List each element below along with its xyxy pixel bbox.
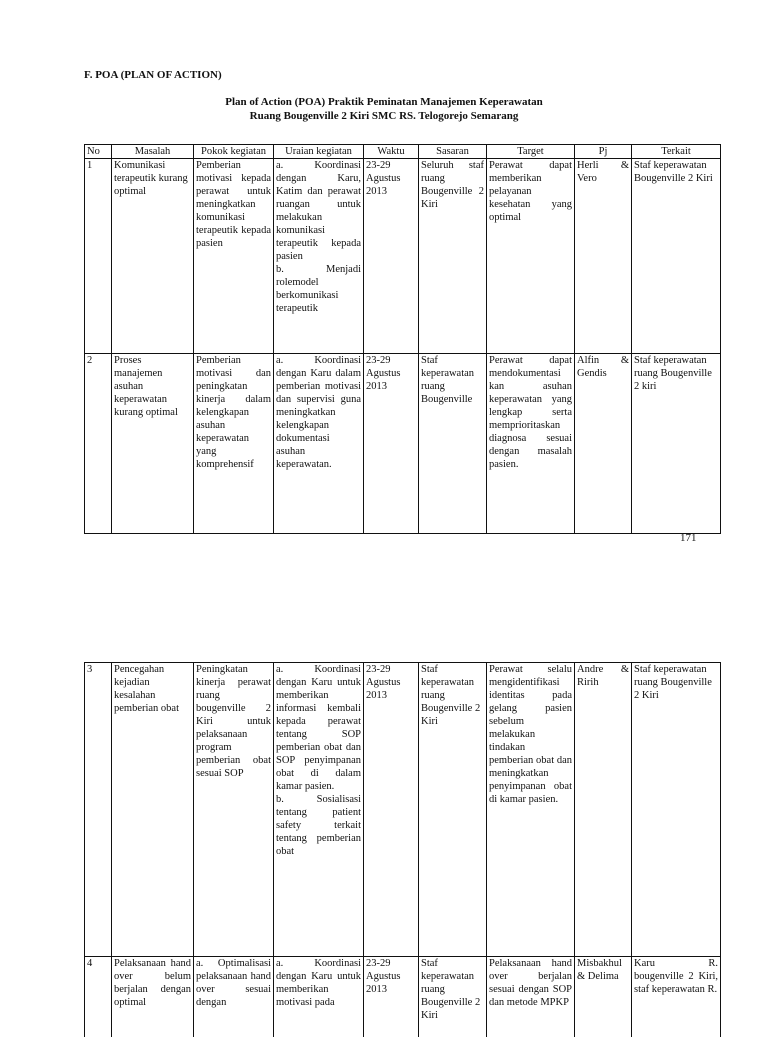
uraian-item: b. Sosialisasi tentang patient safety terkait tentang pemberian obat (276, 794, 361, 857)
row-terkait: Karu R. bougenville 2 Kiri, staf keperawatan R. (632, 957, 721, 1037)
row-target: Perawat dapat memberikan pelayanan kesehatan yang optimal (487, 159, 575, 354)
uraian-item: a. Koordinasi dengan Karu, Katim dan perawat ruangan untuk melakukan komunikasi terapeutik kepada pasien (276, 160, 361, 262)
row-waktu: 23-29 Agustus 2013 (364, 354, 419, 534)
row-pj: Andre & Ririh (575, 663, 632, 957)
row-target: Perawat dapat mendokumentasi kan asuhan keperawatan yang lengkap serta memprioritaskan diagnosa sesuai dengan masalah pasien. (487, 354, 575, 534)
row-terkait: Staf keperawatan ruang Bougenville 2 kiri (632, 354, 721, 534)
row-terkait: Staf keperawatan Bougenville 2 Kiri (632, 159, 721, 354)
row-no: 1 (85, 159, 112, 354)
row-sasaran: Staf keperawatan ruang Bougenville (419, 354, 487, 534)
row-pj: Herli & Vero (575, 159, 632, 354)
row-terkait: Staf keperawatan ruang Bougenville 2 Kiri (632, 663, 721, 957)
row-masalah: Komunikasi terapeutik kurang optimal (112, 159, 194, 354)
header-no: No (85, 145, 112, 159)
table-row (85, 354, 721, 534)
row-target: Perawat selalu mengidentifikasi identitas pada gelang pasien sebelum melakukan tindakan pemberian obat dan meningkatkan penyimpanan obat di kamar pasien. (487, 663, 575, 957)
row-pokok-kegiatan: Pemberian motivasi dan peningkatan kinerja dalam kelengkapan asuhan keperawatan yang komprehensif (194, 354, 274, 534)
uraian-item: b. Menjadi rolemodel berkomunikasi terapeutik (276, 264, 361, 314)
row-uraian-kegiatan (274, 957, 364, 1037)
row-waktu: 23-29 Agustus 2013 (364, 957, 419, 1037)
row-waktu: 23-29 Agustus 2013 (364, 663, 419, 957)
row-masalah: Pencegahan kejadian kesalahan pemberian obat (112, 663, 194, 957)
row-masalah: Proses manajemen asuhan keperawatan kurang optimal (112, 354, 194, 534)
row-pj: Alfin & Gendis (575, 354, 632, 534)
page-number: 171 (680, 532, 697, 544)
table-header-row (85, 145, 721, 159)
row-sasaran: Seluruh staf ruang Bougenville 2 Kiri (419, 159, 487, 354)
poa-table-page-1 (84, 144, 721, 534)
document-title-line-2: Ruang Bougenville 2 Kiri SMC RS. Telogorejo Semarang (249, 110, 519, 122)
header-pj: Pj (575, 145, 632, 159)
row-waktu: 23-29 Agustus 2013 (364, 159, 419, 354)
table-row (85, 957, 721, 1037)
row-no: 4 (85, 957, 112, 1037)
row-uraian-kegiatan (274, 159, 364, 354)
row-target: Pelaksanaan hand over berjalan sesuai dengan SOP dan metode MPKP (487, 957, 575, 1037)
header-target: Target (487, 145, 575, 159)
header-uraian-kegiatan: Uraian kegiatan (274, 145, 364, 159)
row-no: 3 (85, 663, 112, 957)
row-sasaran: Staf keperawatan ruang Bougenville 2 Kiri (419, 957, 487, 1037)
uraian-item: a. Koordinasi dengan Karu untuk memberikan motivasi pada (276, 958, 361, 1008)
uraian-item: a. Koordinasi dengan Karu untuk memberikan informasi kembali kepada perawat tentang SOP pemberian obat dan SOP penyimpanan obat di dalam kamar pasien. (276, 664, 361, 792)
row-pj: Misbakhul & Delima (575, 957, 632, 1037)
poa-table-page-2 (84, 662, 721, 1037)
section-title: F. POA (PLAN OF ACTION) (84, 69, 222, 81)
header-terkait: Terkait (632, 145, 721, 159)
row-masalah: Pelaksanaan hand over belum berjalan dengan optimal (112, 957, 194, 1037)
header-masalah: Masalah (112, 145, 194, 159)
table-row (85, 663, 721, 957)
row-uraian-kegiatan (274, 354, 364, 534)
header-pokok-kegiatan: Pokok kegiatan (194, 145, 274, 159)
row-no: 2 (85, 354, 112, 534)
row-pokok-kegiatan: a. Optimalisasi pelaksanaan hand over sesuai dengan (194, 957, 274, 1037)
header-waktu: Waktu (364, 145, 419, 159)
table-row (85, 159, 721, 354)
row-sasaran: Staf keperawatan ruang Bougenville 2 Kiri (419, 663, 487, 957)
uraian-item: a. Koordinasi dengan Karu dalam pemberian motivasi dan supervisi guna meningkatkan kelengkapan dokumentasi asuhan keperawatan. (276, 355, 361, 470)
row-uraian-kegiatan (274, 663, 364, 957)
row-pokok-kegiatan: Pemberian motivasi kepada perawat untuk meningkatkan komunikasi terapeutik kepada pasien (194, 159, 274, 354)
row-pokok-kegiatan: Peningkatan kinerja perawat ruang bougenville 2 Kiri untuk pelaksanaan program pemberian obat sesuai SOP (194, 663, 274, 957)
header-sasaran: Sasaran (419, 145, 487, 159)
document-title-line-1: Plan of Action (POA) Praktik Peminatan Manajemen Keperawatan (225, 96, 543, 108)
